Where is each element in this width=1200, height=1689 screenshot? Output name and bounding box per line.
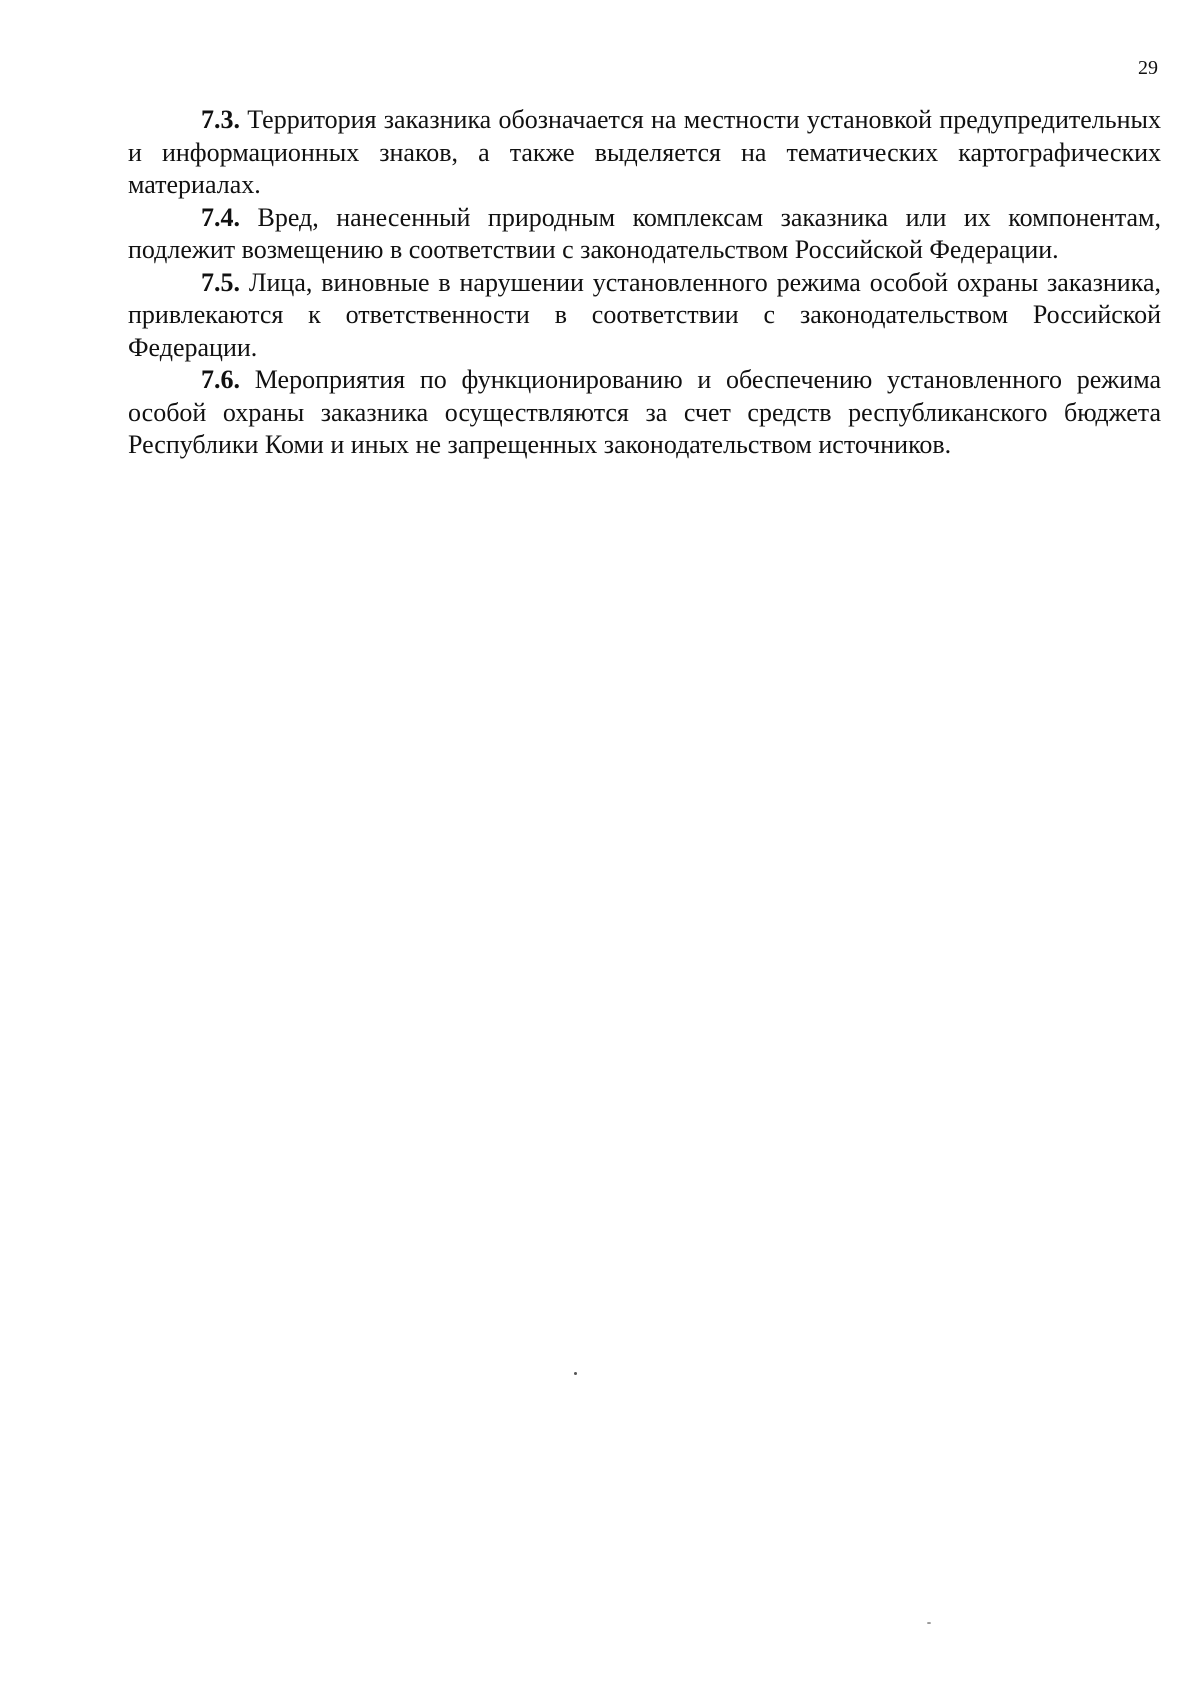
paragraph-text: Мероприятия по функционированию и обеспечению установленного режима особой охраны заказника осуществляются за счет средств республиканского бюджета Республики Коми и иных не запрещенных законодательством источников.	[128, 365, 1162, 459]
paragraph-number: 7.6.	[201, 365, 240, 394]
paragraph-7-3	[128, 104, 1161, 202]
paragraph-7-5	[128, 267, 1161, 365]
paragraph-text: Лица, виновные в нарушении установленного режима особой охраны заказника, привлекаются к ответственности в соответствии с законодательством Российской Федерации.	[128, 267, 1161, 362]
paragraph-number: 7.3.	[201, 105, 240, 134]
scan-speck	[927, 1622, 931, 1624]
paragraph-number: 7.4.	[201, 202, 240, 232]
paragraph-text: Территория заказника обозначается на местности установкой предупредительных и информационных знаков, а также выделяется на тематических картографических материалах.	[128, 105, 1162, 199]
document-body	[128, 104, 1161, 462]
paragraph-7-4	[128, 202, 1161, 267]
page-number: 29	[1138, 57, 1158, 79]
paragraph-text: Вред, нанесенный природным комплексам заказника или их компонентам, подлежит возмещению в соответствии с законодательством Российской Федерации.	[128, 202, 1162, 264]
paragraph-number: 7.5.	[201, 267, 240, 297]
scan-speck	[574, 1372, 577, 1375]
paragraph-7-6	[128, 364, 1161, 462]
